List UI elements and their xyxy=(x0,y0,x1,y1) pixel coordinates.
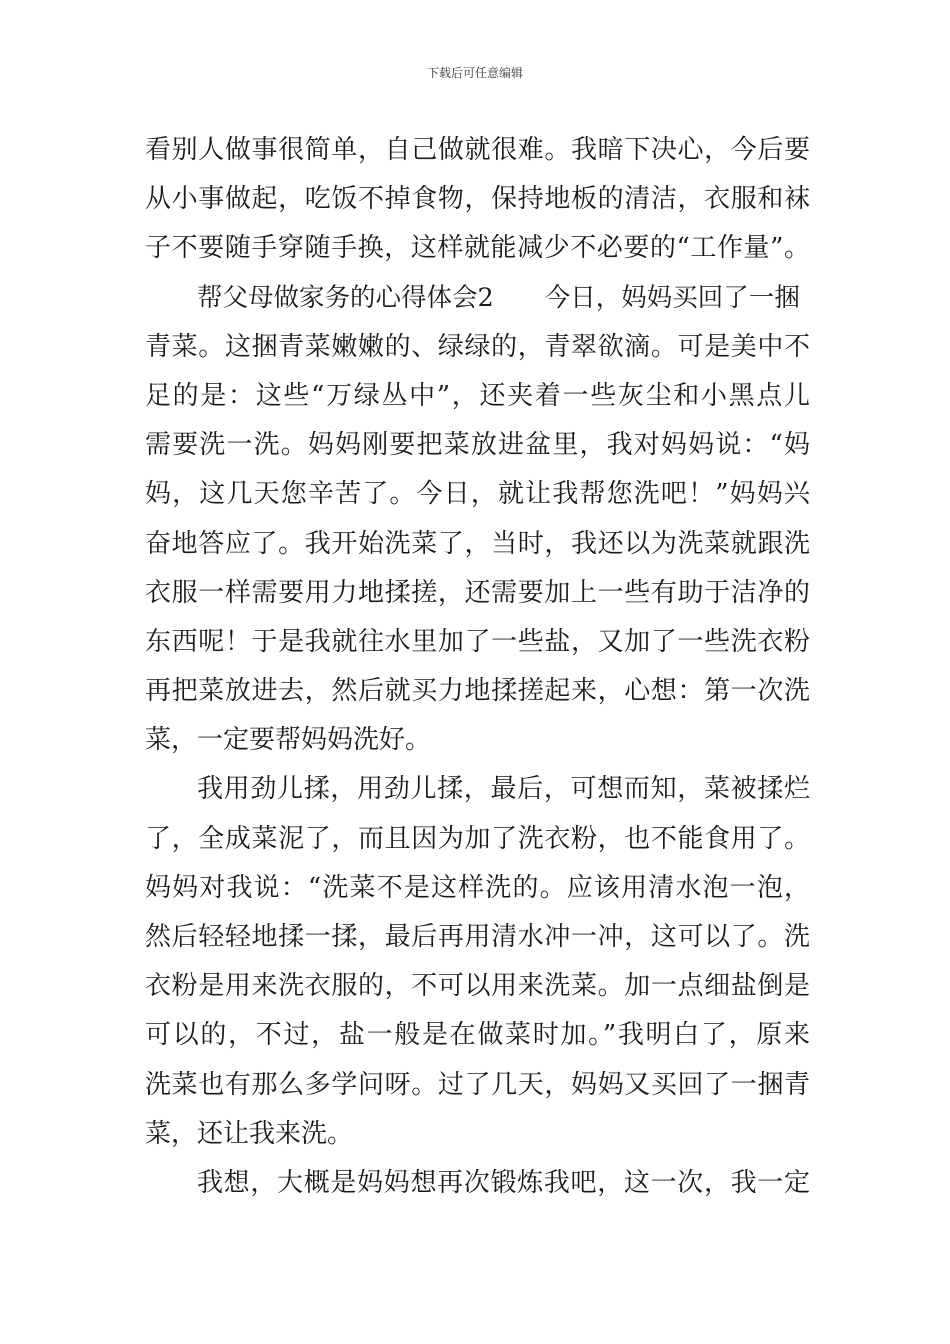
text-line: 衣服一样需要用力地揉搓，还需要加上一些有助于洁净的 xyxy=(145,577,811,608)
text-line: 东西呢！于是我就往水里加了一些盐，又加了一些洗衣粉 xyxy=(145,626,811,657)
text-line: 帮父母做家务的心得体会2 今日，妈妈买回了一捆 xyxy=(197,282,800,313)
text-line: 从小事做起，吃饭不掉食物，保持地板的清洁，衣服和袜 xyxy=(145,184,811,215)
text-line: 子不要随手穿随手换，这样就能减少不必要的“工作量”。 xyxy=(145,233,811,264)
text-line: 菜，一定要帮妈妈洗好。 xyxy=(145,725,432,756)
document-body xyxy=(145,126,810,1208)
page-header: 下载后可任意编辑 xyxy=(426,66,523,80)
text-line: 再把菜放进去，然后就买力地揉搓起来，心想：第一次洗 xyxy=(145,676,811,707)
text-line: 妈妈对我说：“洗菜不是这样洗的。应该用清水泡一泡， xyxy=(145,872,812,903)
text-line: 奋地答应了。我开始洗菜了，当时，我还以为洗菜就跟洗 xyxy=(145,528,811,559)
text-line: 衣粉是用来洗衣服的，不可以用来洗菜。加一点细盐倒是 xyxy=(145,971,811,1002)
text-line: 妈，这几天您辛苦了。今日，就让我帮您洗吧！”妈妈兴 xyxy=(145,479,812,510)
text-line: 需要洗一洗。妈妈刚要把菜放进盆里，我对妈妈说：“妈 xyxy=(145,430,812,461)
text-line: 然后轻轻地揉一揉，最后再用清水冲一冲，这可以了。洗 xyxy=(145,922,811,952)
text-line: 我想，大概是妈妈想再次锻炼我吧，这一次，我一定 xyxy=(197,1167,811,1198)
text-line: 可以的，不过，盐一般是在做菜时加。”我明白了，原来 xyxy=(145,1020,812,1051)
text-line: 看别人做事很简单，自己做就很难。我暗下决心，今后要 xyxy=(145,135,811,165)
text-line: 菜，还让我来洗。 xyxy=(145,1118,354,1149)
text-line: 了，全成菜泥了，而且因为加了洗衣粉，也不能食用了。 xyxy=(145,823,811,854)
text-line: 我用劲儿揉，用劲儿揉，最后，可想而知，菜被揉烂 xyxy=(197,774,811,805)
text-line: 青菜。这捆青菜嫩嫩的、绿绿的，青翠欲滴。可是美中不 xyxy=(145,331,811,362)
text-line: 足的是：这些“万绿丛中”，还夹着一些灰尘和小黑点儿 xyxy=(145,380,812,411)
text-line: 洗菜也有那么多学问呀。过了几天，妈妈又买回了一捆青 xyxy=(145,1069,811,1100)
